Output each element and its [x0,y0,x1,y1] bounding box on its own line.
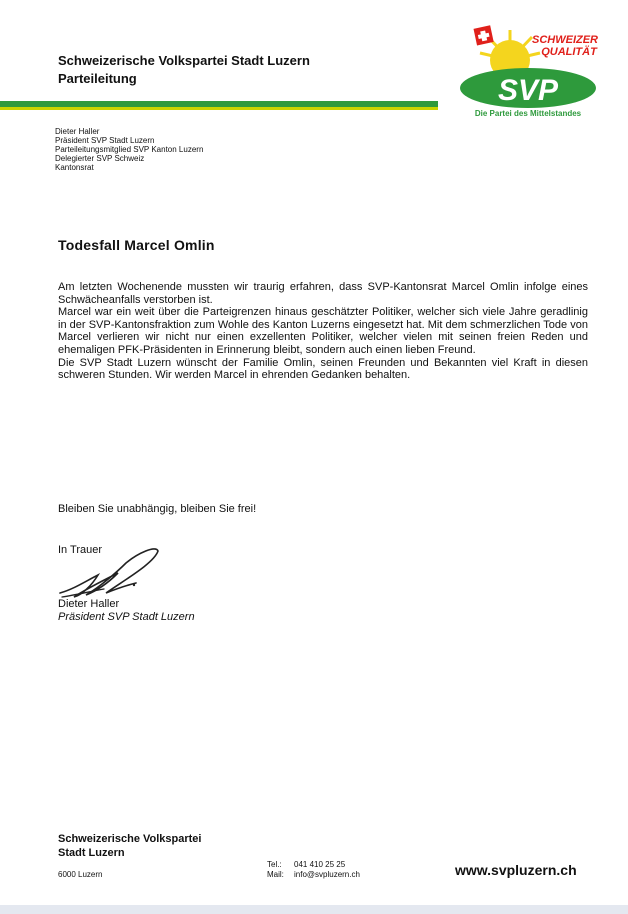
signature-name: Dieter Haller [58,598,120,610]
closing-line: Bleiben Sie unabhängig, bleiben Sie frei! [58,503,257,515]
footer-mail: info@svpluzern.ch [294,870,360,879]
footer-website: www.svpluzern.ch [455,862,577,878]
letter-body [58,281,588,382]
sender-line: Präsident SVP Stadt Luzern [55,136,155,145]
logo-main-text: SVP [497,74,559,107]
sender-line: Delegierter SVP Schweiz [55,154,145,163]
footer-city: 6000 Luzern [58,870,103,879]
footer-tel-label: Tel.: [267,860,282,869]
svp-logo [455,25,605,120]
footer-tel: 041 410 25 25 [294,860,346,869]
org-name-line1: Schweizerische Volkspartei Stadt Luzern [58,53,310,68]
body-paragraph: Marcel war ein weit über die Parteigrenzen hinaus geschätzter Politiker, welcher sich viele Jahre geradlinig in der SVP-Kantonsfraktion zum Wohle des Kanton Luzerns eingesetzt hat. Mit dem schmerzlichen Tode von Marcel verlieren wir nicht nur einen exzellenten Politiker, welcher vielen mit seinen freien Reden und ehemaligen PFK-Präsidenten in Erinnerung bleibt, sondern auch einen lieben Freund. [58,306,588,356]
letter-title: Todesfall Marcel Omlin [58,237,215,253]
header-yellow-bar [0,107,438,110]
signature-role: Präsident SVP Stadt Luzern [58,611,195,623]
org-name-line2: Parteileitung [58,71,137,86]
sender-line: Kantonsrat [55,163,94,172]
logo-top-text2: QUALITÄT [541,46,597,58]
logo-top-text: SCHWEIZER [532,34,598,46]
logo-tagline: Die Partei des Mittelstandes [474,109,582,118]
bottom-band [0,905,628,914]
body-paragraph: Die SVP Stadt Luzern wünscht der Familie Omlin, seinen Freunden und Bekannten viel Kraft in diesen schweren Stunden. Wir werden Marcel in ehrenden Gedanken behalten. [58,356,588,382]
footer-org-line1: Schweizerische Volkspartei [58,833,202,845]
sender-line: Parteileitungsmitglied SVP Kanton Luzern [55,145,204,154]
footer-mail-label: Mail: [267,870,284,879]
footer-org-line2: Stadt Luzern [58,847,125,859]
body-paragraph: Am letzten Wochenende mussten wir traurig erfahren, dass SVP-Kantonsrat Marcel Omlin infolge eines Schwächeanfalls verstorben ist. [58,281,588,306]
signoff: In Trauer [58,544,103,556]
sender-line: Dieter Haller [55,127,100,136]
swiss-flag-icon [474,25,494,45]
